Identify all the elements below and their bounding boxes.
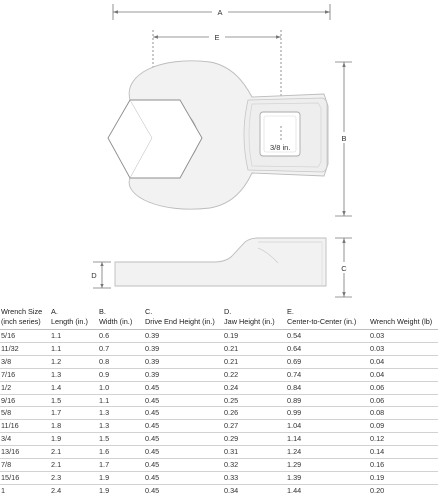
table-cell: 0.8 (99, 355, 145, 368)
column-header-key: A. (51, 307, 58, 316)
table-cell: 15/16 (0, 471, 51, 484)
column-header-label: Jaw Height (in.) (224, 316, 275, 326)
column-header-key: E. (287, 307, 294, 316)
table-cell: 0.39 (145, 330, 224, 343)
column-header-label: Length (in.) (51, 316, 88, 326)
table-cell: 1/2 (0, 381, 51, 394)
table-cell: 0.03 (370, 342, 438, 355)
table-cell: 0.39 (145, 342, 224, 355)
table-row (0, 330, 438, 343)
table-cell: 0.16 (370, 459, 438, 472)
table-cell: 0.74 (287, 368, 370, 381)
table-cell: 0.31 (224, 446, 287, 459)
column-header-key: D. (224, 307, 232, 316)
column-header (287, 307, 370, 330)
table-cell: 1 (0, 484, 51, 496)
table-cell: 0.12 (370, 433, 438, 446)
table-cell: 0.06 (370, 394, 438, 407)
table-row (0, 471, 438, 484)
table-row (0, 381, 438, 394)
table-cell: 0.33 (224, 471, 287, 484)
table-cell: 1.5 (51, 394, 99, 407)
table-cell: 11/32 (0, 342, 51, 355)
table-cell: 1.3 (99, 407, 145, 420)
table-cell: 1.3 (99, 420, 145, 433)
table-cell: 2.3 (51, 471, 99, 484)
table-cell: 0.32 (224, 459, 287, 472)
table-row (0, 446, 438, 459)
label-c: C (341, 264, 347, 273)
table-cell: 0.45 (145, 433, 224, 446)
table-cell: 0.03 (370, 330, 438, 343)
table-cell: 0.6 (99, 330, 145, 343)
table-cell: 2.4 (51, 484, 99, 496)
table-cell: 2.1 (51, 446, 99, 459)
table-cell: 0.39 (145, 355, 224, 368)
table-cell: 0.26 (224, 407, 287, 420)
column-header-label: Wrench Weight (lb) (370, 316, 433, 326)
table-cell: 0.64 (287, 342, 370, 355)
table-cell: 0.27 (224, 420, 287, 433)
table-cell: 0.54 (287, 330, 370, 343)
table-cell: 1.5 (99, 433, 145, 446)
table-cell: 7/16 (0, 368, 51, 381)
column-header-key: B. (99, 307, 106, 316)
table-cell: 0.45 (145, 459, 224, 472)
table-cell: 0.09 (370, 420, 438, 433)
wrench-side-view (115, 238, 326, 286)
table-cell: 0.45 (145, 420, 224, 433)
table-cell: 13/16 (0, 446, 51, 459)
table-cell: 0.22 (224, 368, 287, 381)
table-cell: 1.04 (287, 420, 370, 433)
table-cell: 0.69 (287, 355, 370, 368)
table-cell: 3/8 (0, 355, 51, 368)
table-cell: 5/8 (0, 407, 51, 420)
table-cell: 3/4 (0, 433, 51, 446)
table-cell: 0.19 (224, 330, 287, 343)
table-cell: 0.08 (370, 407, 438, 420)
label-d: D (91, 271, 97, 280)
table-cell: 0.20 (370, 484, 438, 496)
column-header (224, 307, 287, 330)
table-cell: 0.89 (287, 394, 370, 407)
table-cell: 0.45 (145, 446, 224, 459)
table-cell: 0.25 (224, 394, 287, 407)
table-cell: 1.2 (51, 355, 99, 368)
table-cell: 0.29 (224, 433, 287, 446)
table-row (0, 484, 438, 496)
table-cell: 0.39 (145, 368, 224, 381)
column-header-label: Drive End Height (in.) (145, 316, 215, 326)
table-cell: 0.45 (145, 381, 224, 394)
column-header-key: C. (145, 307, 153, 316)
column-header (99, 307, 145, 330)
table-cell: 1.1 (51, 330, 99, 343)
table-cell: 1.4 (51, 381, 99, 394)
table-cell: 9/16 (0, 394, 51, 407)
table-cell: 1.7 (51, 407, 99, 420)
table-cell: 7/8 (0, 459, 51, 472)
table-row (0, 355, 438, 368)
table-cell: 0.04 (370, 355, 438, 368)
table-cell: 0.21 (224, 355, 287, 368)
table-cell: 1.3 (51, 368, 99, 381)
table-cell: 0.99 (287, 407, 370, 420)
table-cell: 0.9 (99, 368, 145, 381)
table-cell: 1.14 (287, 433, 370, 446)
table-cell: 5/16 (0, 330, 51, 343)
table-cell: 1.9 (99, 484, 145, 496)
column-header-key (370, 307, 438, 317)
table-cell: 0.7 (99, 342, 145, 355)
table-cell: 0.34 (224, 484, 287, 496)
column-header-label: (inch series) (1, 316, 41, 326)
table-cell: 0.45 (145, 484, 224, 496)
table-cell: 0.21 (224, 342, 287, 355)
table-cell: 1.29 (287, 459, 370, 472)
table-row (0, 459, 438, 472)
label-a: A (217, 8, 223, 17)
table-cell: 2.1 (51, 459, 99, 472)
table-row (0, 433, 438, 446)
table-row (0, 342, 438, 355)
column-header-label: Center-to-Center (in.) (287, 316, 357, 326)
spec-table-header (0, 307, 438, 330)
table-cell: 0.06 (370, 381, 438, 394)
column-header (51, 307, 99, 330)
table-cell: 0.14 (370, 446, 438, 459)
wrench-top-view (108, 61, 328, 209)
column-header (370, 307, 438, 330)
table-cell: 1.6 (99, 446, 145, 459)
table-row (0, 394, 438, 407)
table-cell: 1.7 (99, 459, 145, 472)
table-row (0, 368, 438, 381)
label-e: E (214, 33, 220, 42)
table-cell: 11/16 (0, 420, 51, 433)
table-cell: 1.1 (99, 394, 145, 407)
table-cell: 1.1 (51, 342, 99, 355)
table-row (0, 420, 438, 433)
table-cell: 1.8 (51, 420, 99, 433)
wrench-spec-table (0, 307, 438, 497)
table-cell: 1.9 (99, 471, 145, 484)
table-cell: 1.44 (287, 484, 370, 496)
table-cell: 0.45 (145, 407, 224, 420)
column-header (145, 307, 224, 330)
label-drive-size: 3/8 in. (270, 143, 291, 152)
table-cell: 1.0 (99, 381, 145, 394)
table-cell: 0.24 (224, 381, 287, 394)
column-header (0, 307, 51, 330)
table-cell: 1.9 (51, 433, 99, 446)
table-cell: 0.19 (370, 471, 438, 484)
table-cell: 0.84 (287, 381, 370, 394)
table-cell: 0.04 (370, 368, 438, 381)
table-row (0, 407, 438, 420)
column-header-label: Width (in.) (99, 316, 133, 326)
spec-table-body (0, 330, 438, 497)
label-b: B (341, 134, 347, 143)
table-cell: 0.45 (145, 394, 224, 407)
table-cell: 1.39 (287, 471, 370, 484)
column-header-key: Wrench Size (1, 307, 43, 316)
table-cell: 0.45 (145, 471, 224, 484)
table-cell: 1.24 (287, 446, 370, 459)
